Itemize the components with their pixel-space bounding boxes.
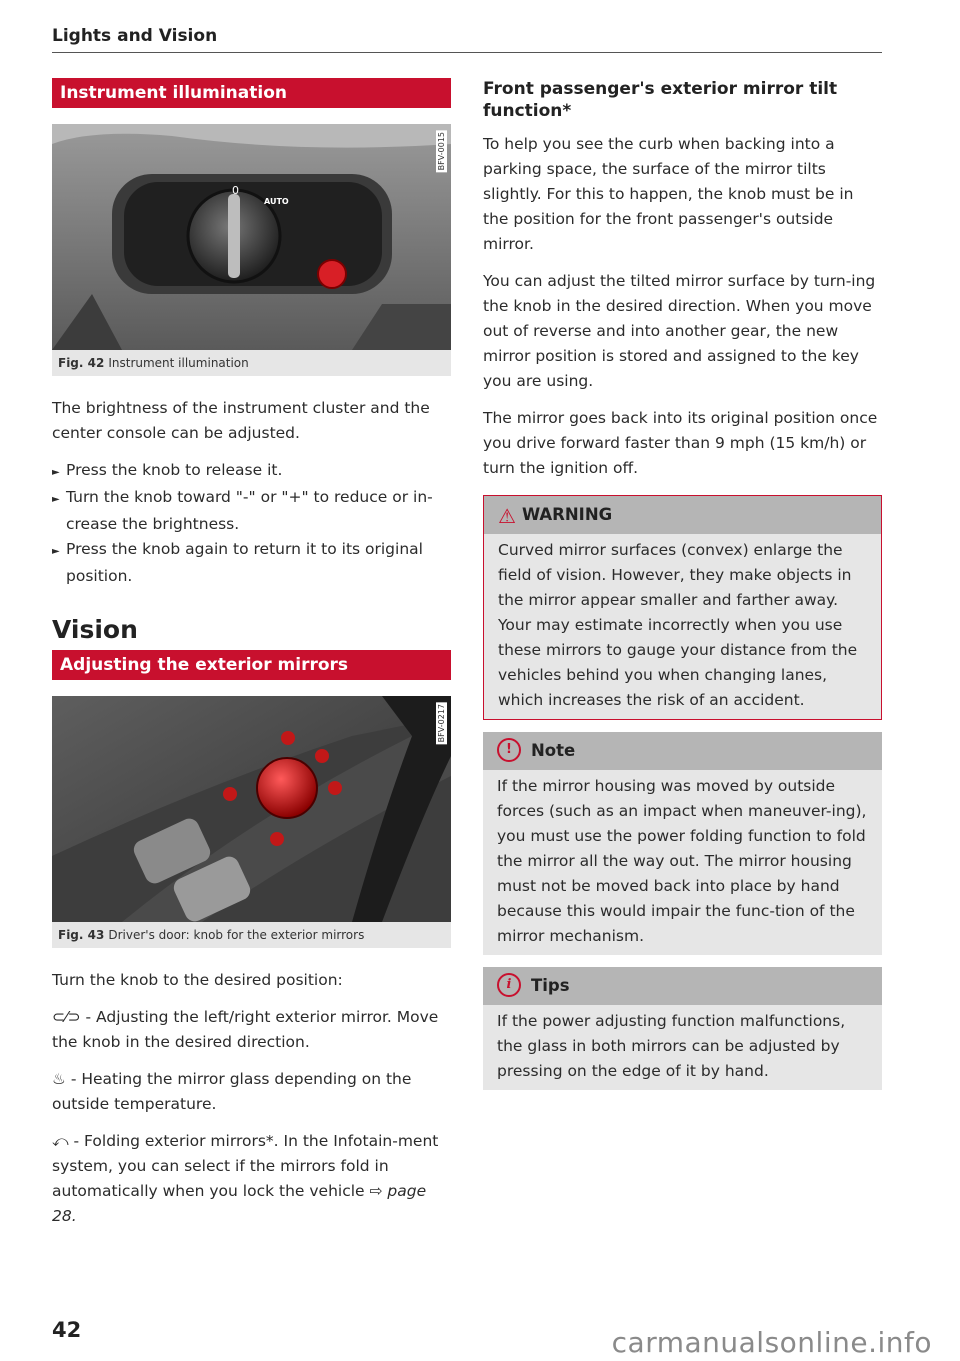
vision-heading: Vision xyxy=(52,615,138,644)
header-divider xyxy=(52,52,882,53)
instrument-intro: The brightness of the instrument cluster and the center console can be adjusted. xyxy=(52,399,430,442)
mirror-folding-item: ⤺ - Folding exterior mirrors*. In the Infotain-ment system, you can select if the mirrors fold in automatically when you lock the vehicle ⇨ page 28. xyxy=(52,1132,439,1225)
instrument-steps xyxy=(52,458,451,589)
figure-43-caption xyxy=(52,922,451,948)
turn-knob-text: Turn the knob to the desired position: xyxy=(52,971,343,989)
exclamation-icon: ! xyxy=(497,738,521,762)
arrow-right-icon: ► xyxy=(52,494,60,505)
fig42-auto-label: AUTO xyxy=(264,197,289,206)
note-body: If the mirror housing was moved by outside forces (such as an impact when maneuver-ing), you must use the power folding function to fold the mirror all the way out. The mirror housing must not be moved back into place by hand because this would impair the func-tion of the mirror mechanism. xyxy=(483,770,882,955)
figure-43-label: Fig. 43 xyxy=(58,928,105,942)
mirror-left-right-icon: ⊂⁄⊃ xyxy=(52,1008,81,1026)
watermark: carmanualsonline.info xyxy=(611,1326,932,1359)
warning-body: Curved mirror surfaces (convex) enlarge the field of vision. However, they make objects in the mirror appear smaller and farther away. Your may estimate incorrectly when you use these mirrors to gauge your distance from the vehicles behind you when changing lanes, which increases the risk of an accident. xyxy=(484,534,881,719)
arrow-right-icon: ► xyxy=(52,467,60,478)
left-column xyxy=(52,78,451,1229)
figure-42-image xyxy=(52,124,451,350)
figure-42-caption-text: Instrument illumination xyxy=(108,356,249,370)
fig42-zero-label: 0 xyxy=(232,184,239,197)
page-reference-link[interactable]: ⇨ page 28. xyxy=(52,1182,427,1225)
list-item: ► Press the knob to release it. xyxy=(52,458,451,485)
heating-icon: ♨ xyxy=(52,1070,66,1088)
arrow-right-icon: ► xyxy=(52,546,60,557)
tilt-paragraph-2: You can adjust the tilted mirror surface by turn-ing the knob in the desired direction. When you move out of reverse and into another gear, the new mirror position is stored and assigned to the key you are using. xyxy=(483,272,876,390)
warning-triangle-icon: ⚠ xyxy=(498,503,516,528)
note-box xyxy=(483,732,882,955)
figure-42 xyxy=(52,124,451,376)
warning-header: ⚠ WARNING xyxy=(484,496,881,534)
tips-box xyxy=(483,967,882,1090)
tips-body: If the power adjusting function malfunctions, the glass in both mirrors can be adjusted by pressing on the edge of it by hand. xyxy=(483,1005,882,1090)
mirror-adjust-item: ⊂⁄⊃ - Adjusting the left/right exterior mirror. Move the knob in the desired direction. xyxy=(52,1008,439,1051)
tilt-function-heading: Front passenger's exterior mirror tilt function* xyxy=(483,79,838,121)
figure-42-code: BFV-0015 xyxy=(437,132,446,171)
folding-mirror-icon: ⤺ xyxy=(52,1132,69,1150)
figure-43 xyxy=(52,696,451,948)
figure-42-label: Fig. 42 xyxy=(58,356,105,370)
figure-42-caption xyxy=(52,350,451,376)
right-column xyxy=(483,78,882,1090)
note-header: ! Note xyxy=(483,732,882,770)
warning-box xyxy=(483,495,882,720)
section-title-instrument-illumination: Instrument illumination xyxy=(52,78,451,108)
mirror-heating-item: ♨ - Heating the mirror glass depending on the outside temperature. xyxy=(52,1070,412,1113)
figure-43-code: BFV-0217 xyxy=(437,704,446,743)
tilt-paragraph-3: The mirror goes back into its original position once you drive forward faster than 9 mph (15 km/h) or turn the ignition off. xyxy=(483,409,878,477)
figure-43-image xyxy=(52,696,451,922)
page-number: 42 xyxy=(52,1318,82,1342)
page-header: Lights and Vision xyxy=(52,26,218,46)
list-item: ► Turn the knob toward "-" or "+" to reduce or in-crease the brightness. xyxy=(52,488,433,533)
list-item: ► Press the knob again to return it to its original position. xyxy=(52,540,423,585)
tips-header: i Tips xyxy=(483,967,882,1005)
info-icon: i xyxy=(497,973,521,997)
tilt-paragraph-1: To help you see the curb when backing into a parking space, the surface of the mirror tilts slightly. For this to happen, the knob must be in the position for the front passenger's outside mirror. xyxy=(483,135,854,253)
figure-43-caption-text: Driver's door: knob for the exterior mirrors xyxy=(108,928,365,942)
section-title-exterior-mirrors: Adjusting the exterior mirrors xyxy=(52,650,451,680)
